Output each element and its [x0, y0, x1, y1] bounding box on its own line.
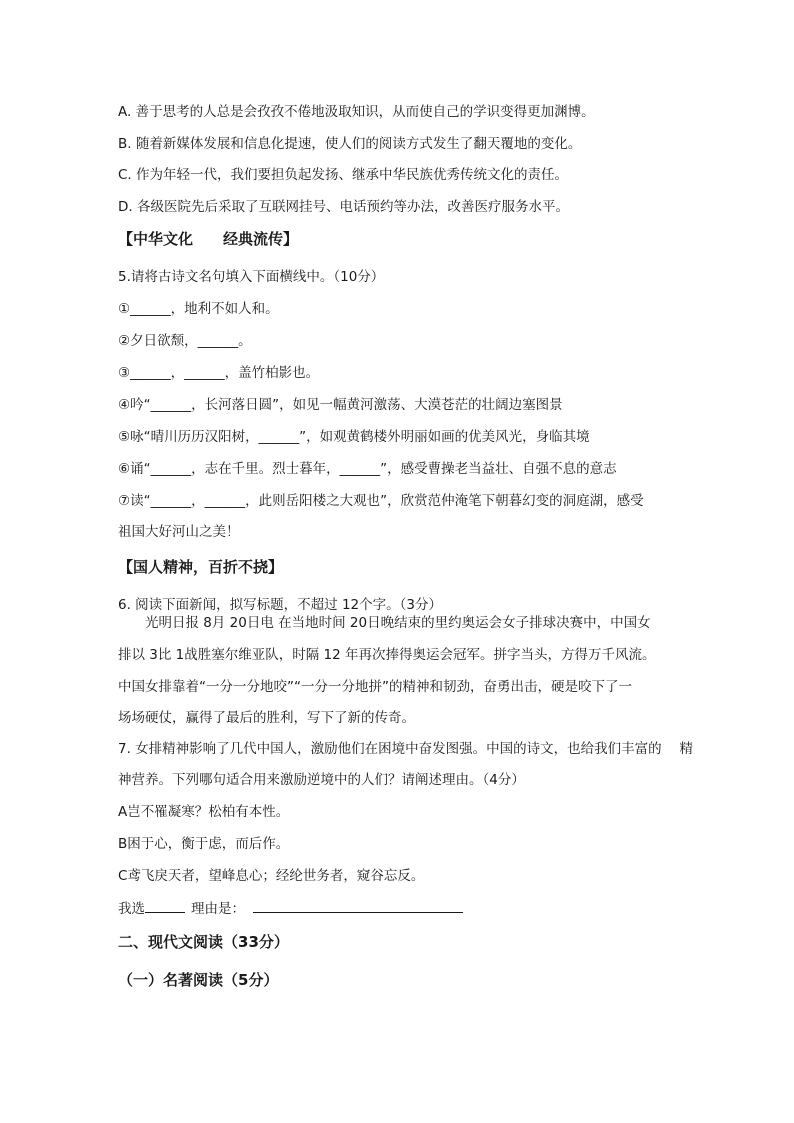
part2-subheading: （一）名著阅读（5分）	[118, 971, 279, 989]
q7-answer-line	[118, 898, 463, 919]
q5-item-2: ②夕日欲颓，______。	[118, 333, 252, 349]
section-heading-culture: 【中华文化 经典流传】	[118, 230, 299, 248]
q7-answer-mid: 理由是：	[191, 901, 245, 917]
q7-option-a: A岂不罹凝寒？松柏有本性。	[118, 804, 290, 820]
q5-item-6: ⑥诵“______，志在千里。烈士暮年，______”，感受曹操老当益壮、自强不息的意志	[118, 461, 617, 477]
section-heading-spirit: 【国人精神，百折不挠】	[118, 558, 284, 576]
part2-heading: 二、现代文阅读（33分）	[118, 933, 289, 951]
reason-blank[interactable]	[253, 898, 463, 913]
q7-option-b: B困于心，衡于虑，而后作。	[118, 836, 290, 852]
option-a: A. 善于思考的人总是会孜孜不倦地汲取知识，从而使自己的学识变得更加渊博。	[118, 104, 595, 120]
q5-item-4: ④吟“______，长河落日圆”，如见一幅黄河激荡、大漠苍茫的壮阔边塞图景	[118, 397, 563, 413]
q6-title: 6. 阅读下面新闻，拟写标题，不超过 12个字。（3分）	[118, 597, 442, 613]
choice-blank[interactable]	[145, 898, 185, 913]
q6-para-line-1: 光明日报 8月 20日电 在当地时间 20日晚结束的里约奥运会女子排球决赛中，中国女	[118, 615, 651, 631]
q5-item-1: ①______，地利不如人和。	[118, 301, 279, 317]
q5-item-3: ③______，______，盖竹柏影也。	[118, 365, 320, 381]
q6-para-line-3: 中国女排靠着“一分一分地咬”“一分一分地拼”的精神和韧劲，奋勇出击，硬是咬下了一	[118, 679, 632, 695]
q5-item-5: ⑤咏“晴川历历汉阳树，______”，如观黄鹤楼外明丽如画的优美风光，身临其境	[118, 429, 590, 445]
q7-answer-prefix: 我选	[118, 901, 145, 917]
option-b: B. 随着新媒体发展和信息化提速，使人们的阅读方式发生了翻天覆地的变化。	[118, 136, 582, 152]
q7-line-2: 神营养。下列哪句适合用来激励逆境中的人们？请阐述理由。（4分）	[118, 772, 525, 788]
q7-line-1: 7. 女排精神影响了几代中国人，激励他们在困境中奋发图强。中国的诗文，也给我们丰富的 精	[118, 741, 693, 757]
q5-item-7-cont: 祖国大好河山之美！	[118, 524, 240, 540]
q6-para-line-4: 场场硬仗，赢得了最后的胜利，写下了新的传奇。	[118, 710, 415, 726]
option-c: C. 作为年轻一代，我们要担负起发扬、继承中华民族优秀传统文化的责任。	[118, 167, 569, 183]
q6-para-line-2: 排以 3比 1战胜塞尔维亚队，时隔 12 年再次捧得奥运会冠军。拼字当头，方得万千风流。	[118, 647, 656, 663]
q5-title: 5.请将古诗文名句填入下面横线中。（10分）	[118, 269, 385, 285]
option-d: D. 各级医院先后采取了互联网挂号、电话预约等办法，改善医疗服务水平。	[118, 199, 569, 215]
q7-option-c: C鸢飞戾天者，望峰息心；经纶世务者，窥谷忘反。	[118, 868, 425, 884]
q5-item-7: ⑦读“______，______，此则岳阳楼之大观也”，欣赏范仲淹笔下朝暮幻变的洞庭湖，感受	[118, 493, 644, 509]
